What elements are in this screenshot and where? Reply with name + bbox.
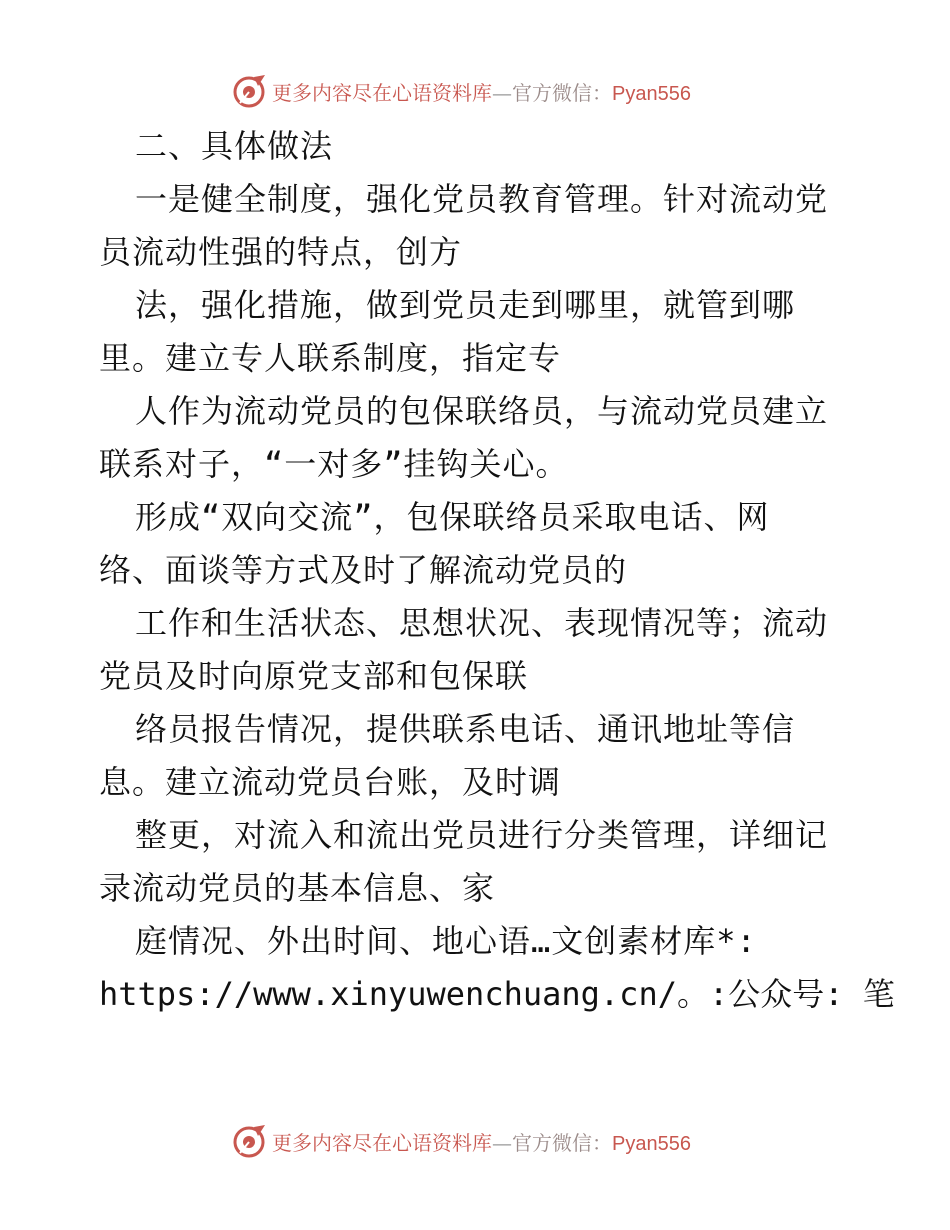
watermark-text bbox=[272, 77, 691, 106]
paragraph-line: 录流动党员的基本信息、家 bbox=[99, 869, 496, 907]
paragraph-line: 络、面谈等方式及时了解流动党员的 bbox=[99, 551, 628, 589]
watermark-official-label: 官方微信： bbox=[512, 80, 612, 105]
brand-logo-icon bbox=[232, 73, 268, 109]
watermark-text bbox=[272, 1127, 691, 1156]
brand-logo-icon bbox=[232, 1123, 268, 1159]
paragraph-line: 联系对子，“一对多”挂钩关心。 bbox=[99, 445, 569, 483]
watermark-handle: Pyan556 bbox=[612, 82, 691, 105]
watermark-site: 更多内容尽在心语资料库 bbox=[272, 80, 492, 105]
paragraph-line: 形成“双向交流”，包保联络员采取电话、网 bbox=[135, 498, 770, 536]
paragraph-line: 党员及时向原党支部和包保联 bbox=[99, 657, 529, 695]
paragraph-line: 人作为流动党员的包保联络员，与流动党员建立 bbox=[135, 392, 829, 430]
watermark-official-label: 官方微信： bbox=[512, 1130, 612, 1155]
paragraph-line: 络员报告情况，提供联系电话、通讯地址等信 bbox=[135, 710, 796, 748]
header-watermark bbox=[232, 71, 752, 111]
watermark-handle: Pyan556 bbox=[612, 1132, 691, 1155]
paragraph-line: 息。建立流动党员台账，及时调 bbox=[99, 763, 562, 801]
paragraph-line: 工作和生活状态、思想状况、表现情况等；流动 bbox=[135, 604, 829, 642]
paragraph-line: 庭情况、外出时间、地心语…文创素材库*: bbox=[135, 922, 757, 960]
watermark-site: 更多内容尽在心语资料库 bbox=[272, 1130, 492, 1155]
paragraph-line: 法，强化措施，做到党员走到哪里，就管到哪 bbox=[135, 286, 796, 324]
paragraph-line: 一是健全制度，强化党员教育管理。针对流动党 bbox=[135, 180, 829, 218]
paragraph-line: 里。建立专人联系制度，指定专 bbox=[99, 339, 562, 377]
paragraph-line: 整更，对流入和流出党员进行分类管理，详细记 bbox=[135, 816, 829, 854]
document-body bbox=[99, 120, 895, 1021]
footer-watermark bbox=[232, 1121, 752, 1161]
section-heading: 二、具体做法 bbox=[135, 127, 334, 165]
watermark-separator: — bbox=[492, 80, 512, 105]
paragraph-line: 员流动性强的特点，创方 bbox=[99, 233, 463, 271]
url-line: https://www.xinyuwenchuang.cn/。:公众号: 笔 bbox=[99, 975, 895, 1013]
watermark-separator: — bbox=[492, 1130, 512, 1155]
